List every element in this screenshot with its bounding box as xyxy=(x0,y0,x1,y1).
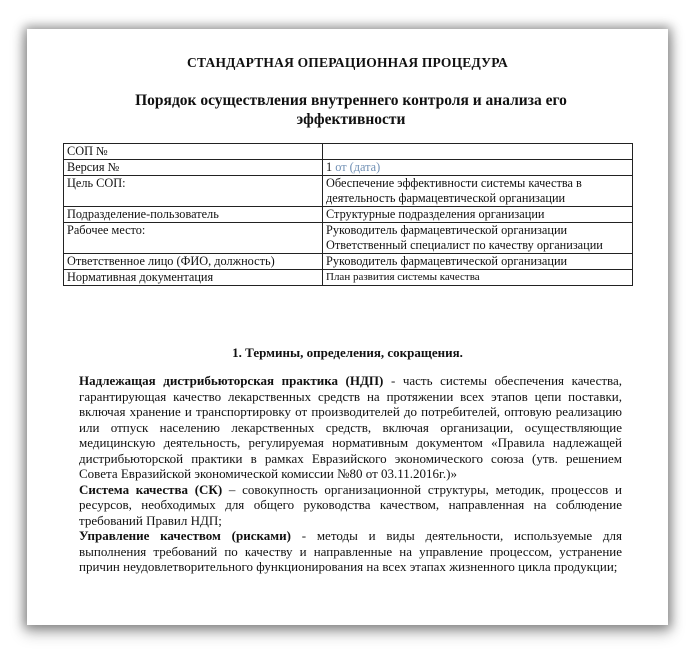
row-label: Цель СОП: xyxy=(64,176,323,207)
term-definition: – совокупность организационной структуры, методик, процессов и ресурсов, необходимых для общего руководства качеством, направленная на соблюдение требований Правил НДП; xyxy=(79,481,622,528)
table-row xyxy=(64,160,633,176)
term-paragraph xyxy=(79,482,622,529)
term-name: Система качества (СК) xyxy=(79,481,223,497)
term-definition: - методы и виды деятельности, используемые для выполнения требований по качеству и направленные на управление процессом, устранение причин неудовлетворительного функционирования на всех этапах жизненного цикла продукции; xyxy=(79,528,622,574)
row-label: Подразделение-пользователь xyxy=(64,207,323,223)
row-value: План развития системы качества xyxy=(323,270,633,286)
term-definition: - часть системы обеспечения качества, гарантирующая качество лекарственных средств на протяжении всех этапов цепи поставки, включая хранение и транспортировку от производителей до потребителей, оптовую реализацию или отпуск населению лекарственных средств, включая организации, осуществляющие медицинскую деятельность, регулируемая нормативным документом «Правила надлежащей дистрибьюторской практики в рамках Евразийского экономического союза (утв. решением Совета Евразийской экономической комиссии №80 от 03.11.2016г.)» xyxy=(79,373,623,481)
table-row xyxy=(64,144,633,160)
row-label: Ответственное лицо (ФИО, должность) xyxy=(64,254,323,270)
row-label: Нормативная документация xyxy=(64,270,323,286)
document-title: СТАНДАРТНАЯ ОПЕРАЦИОННАЯ ПРОЦЕДУРА xyxy=(187,55,508,70)
row-value-line: Руководитель фармацевтической организации xyxy=(326,223,568,237)
row-value: Руководитель фармацевтической организации xyxy=(323,254,633,270)
table-row xyxy=(64,223,633,254)
row-value-line: Ответственный специалист по качеству организации xyxy=(326,238,603,252)
row-label: Рабочее место: xyxy=(64,223,323,254)
document-page xyxy=(27,29,668,625)
row-value xyxy=(323,160,633,176)
term-paragraph xyxy=(79,528,622,575)
row-value: Обеспечение эффективности системы качества в деятельность фармацевтической организации xyxy=(323,176,633,207)
document-subtitle: Порядок осуществления внутреннего контроля и анализа его эффективности xyxy=(135,92,567,128)
version-number: 1 xyxy=(326,160,336,174)
section-heading: 1. Термины, определения, сокращения. xyxy=(232,345,463,360)
term-name: Надлежащая дистрибьюторская практика (НДП) xyxy=(79,373,384,388)
table-row xyxy=(64,270,633,286)
table-row xyxy=(64,254,633,270)
section-body xyxy=(79,373,622,575)
term-name: Управление качеством (рисками) xyxy=(79,528,291,543)
row-label: Версия № xyxy=(64,160,323,176)
row-value: Структурные подразделения организации xyxy=(323,207,633,223)
row-label: СОП № xyxy=(64,144,323,160)
term-paragraph xyxy=(79,373,622,482)
table-row xyxy=(64,207,633,223)
sop-meta-table xyxy=(63,143,633,286)
row-value xyxy=(323,144,633,160)
table-row xyxy=(64,176,633,207)
version-date-placeholder: от (дата) xyxy=(335,160,381,174)
row-value xyxy=(323,223,633,254)
